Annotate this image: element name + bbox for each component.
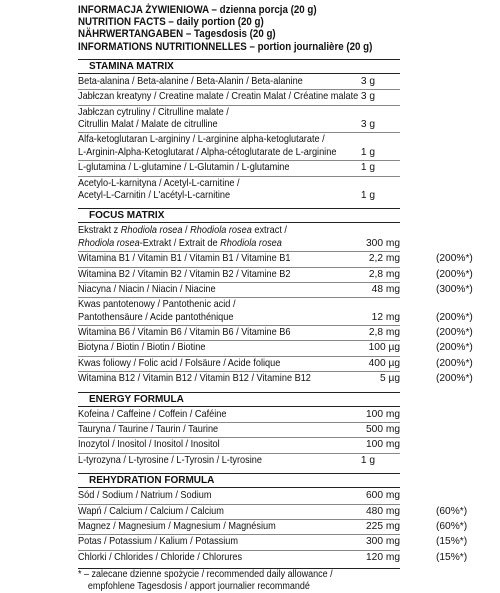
row-divider — [78, 534, 400, 535]
row-divider — [78, 371, 400, 372]
nutrient-name: Magnez / Magnesium / Magnesium / Magnésium — [78, 520, 276, 532]
nutrient-row — [78, 190, 400, 202]
stamina-rows — [78, 76, 400, 203]
nutrient-amount: 3 g — [360, 118, 375, 130]
nutrient-amount: 120 mg — [366, 551, 400, 563]
nutrient-name: Witamina B2 / Vitamin B2 / Vitamin B2 / Vitamine B2 — [78, 268, 291, 280]
nutrient-amount: 48 mg — [371, 283, 400, 295]
nutrition-label — [78, 4, 473, 593]
nutrient-amount: 400 µg — [368, 357, 400, 369]
nutrient-name: Beta-alanina / Beta-alanine / Beta-Alanin / Beta-alanine — [78, 75, 303, 87]
nutrient-amount: 1 g — [360, 189, 375, 201]
row-divider — [78, 340, 400, 341]
nutrient-row — [78, 342, 473, 354]
nutrient-row — [78, 178, 400, 190]
stamina-section — [78, 59, 400, 203]
nutrient-amount: 480 mg — [366, 505, 400, 517]
nutrient-row — [78, 134, 400, 146]
row-divider — [78, 160, 400, 161]
nutrient-name: Witamina B1 / Vitamin B1 / Vitamin B1 / Vitamine B1 — [78, 253, 291, 265]
nutrient-name: Acetylo-L-karnityna / Acetyl-L-carnitine / — [78, 177, 240, 189]
nutrient-name: Pantothensäure / Acide pantothénique — [78, 311, 234, 323]
nutrient-row — [78, 162, 400, 174]
nutrient-row — [78, 225, 400, 237]
nutrient-name: Kwas pantotenowy / Pantothenic acid / — [78, 299, 236, 311]
nutrient-amount: 2,8 mg — [368, 268, 400, 280]
nutrient-amount: 1 g — [360, 454, 375, 466]
nutrient-amount: 5 µg — [379, 373, 400, 385]
nutrient-daily-value: (200%*) — [436, 253, 473, 265]
footnote-line-2: empfohlene Tagesdosis / apport journalier recommandé — [87, 581, 310, 593]
nutrient-name: L-tyrozyna / L-tyrosine / L-Tyrosin / L-tyrosine — [78, 454, 262, 466]
nutrient-name: Alfa-ketoglutaran L-argininy / L-arginine alpha-ketoglutarate / — [78, 134, 325, 146]
nutrient-row — [78, 268, 473, 281]
nutrient-row — [78, 505, 468, 518]
row-divider — [78, 267, 400, 268]
nutrient-row — [78, 238, 400, 250]
header-line-de: NÄHRWERTANGABEN – Tagesdosis (20 g) — [78, 28, 276, 41]
nutrient-amount: 300 mg — [366, 536, 400, 548]
nutrient-name: Rhodiola rosea-Extrakt / Extrait de Rhodiola rosea — [78, 237, 282, 249]
row-divider — [78, 251, 400, 252]
row-divider — [78, 325, 400, 326]
nutrient-amount: 300 mg — [366, 237, 400, 249]
nutrient-row — [78, 520, 468, 533]
nutrient-row — [78, 76, 400, 88]
nutrient-name: Chlorki / Chlorides / Chloride / Chlorures — [78, 551, 243, 563]
nutrient-name: Witamina B6 / Vitamin B6 / Vitamin B6 / Vitamine B6 — [78, 327, 291, 339]
row-divider — [78, 356, 400, 357]
nutrient-name: L-Arginin-Alpha-Ketoglutarat / Alpha-cétoglutarate de L-arginine — [78, 146, 337, 158]
nutrient-row — [78, 119, 400, 131]
nutrient-row — [78, 107, 400, 119]
energy-title: ENERGY FORMULA — [78, 392, 400, 407]
nutrient-amount: 12 mg — [371, 311, 400, 323]
row-divider — [78, 132, 400, 133]
focus-section — [78, 208, 473, 385]
nutrient-daily-value: (60%*) — [436, 505, 468, 517]
nutrient-name: Jabłczan cytruliny / Citrulline malate / — [78, 106, 229, 118]
nutrient-name: L-glutamina / L-glutamine / L-Glutamin / L-glutamine — [78, 162, 290, 174]
nutrient-row — [78, 311, 473, 324]
nutrient-amount: 225 mg — [366, 520, 400, 532]
nutrient-amount: 2,8 mg — [368, 327, 400, 339]
row-divider — [78, 453, 400, 454]
nutrient-name: Biotyna / Biotin / Biotin / Biotine — [78, 342, 206, 354]
row-divider — [78, 504, 400, 505]
nutrient-name: Inozytol / Inositol / Inositol / Inositol — [78, 439, 220, 451]
header-line-fr: INFORMATIONS NUTRITIONNELLES – portion journalière (20 g) — [78, 40, 373, 53]
energy-rows — [78, 409, 400, 468]
focus-title: FOCUS MATRIX — [78, 208, 400, 223]
nutrient-name: Jabłczan kreatyny / Creatine malate / Creatin Malat / Créatine malate — [78, 91, 359, 103]
nutrient-name: Ekstrakt z Rhodiola rosea / Rhodiola rosea extract / — [78, 225, 287, 237]
nutrient-daily-value: (200%*) — [436, 268, 473, 280]
row-divider — [78, 89, 400, 90]
nutrient-name: Tauryna / Taurine / Taurin / Taurine — [78, 424, 219, 436]
hydration-section — [78, 473, 468, 564]
nutrient-row — [78, 299, 400, 311]
nutrient-daily-value: (200%*) — [436, 342, 473, 354]
nutrient-row — [78, 424, 400, 436]
nutrient-amount: 100 mg — [366, 408, 400, 420]
nutrient-name: Acetyl-L-Carnitin / L'acétyl-L-carnitine — [78, 189, 231, 201]
nutrient-daily-value: (15%*) — [436, 536, 468, 548]
nutrient-daily-value: (200%*) — [436, 327, 473, 339]
nutrient-row — [78, 409, 400, 421]
nutrient-amount: 3 g — [360, 91, 375, 103]
row-divider — [78, 422, 400, 423]
nutrient-row — [78, 373, 473, 385]
nutrient-amount: 2,2 mg — [368, 253, 400, 265]
nutrient-row — [78, 253, 473, 265]
nutrient-daily-value: (200%*) — [436, 311, 473, 323]
nutrient-amount: 100 mg — [366, 439, 400, 451]
nutrient-row — [78, 147, 400, 159]
nutrient-daily-value: (300%*) — [436, 283, 473, 295]
nutrient-amount: 600 mg — [366, 490, 400, 502]
header-line-pl: INFORMACJA ŻYWIENIOWA – dzienna porcja (20 g) — [78, 4, 317, 16]
nutrient-name: Witamina B12 / Vitamin B12 / Vitamin B12 / Vitamine B12 — [78, 373, 311, 385]
nutrient-row — [78, 357, 473, 370]
nutrient-row — [78, 439, 400, 451]
label-header — [78, 4, 400, 53]
nutrient-daily-value: (200%*) — [436, 357, 473, 369]
stamina-title: STAMINA MATRIX — [78, 59, 400, 74]
nutrient-daily-value: (200%*) — [436, 373, 473, 385]
nutrient-name: Sód / Sodium / Natrium / Sodium — [78, 490, 212, 502]
row-divider — [78, 519, 400, 520]
nutrient-name: Wapń / Calcium / Calcium / Calcium — [78, 505, 224, 517]
nutrient-row — [78, 327, 473, 339]
nutrient-amount: 1 g — [360, 162, 375, 174]
nutrient-name: Niacyna / Niacin / Niacin / Niacine — [78, 283, 216, 295]
row-divider — [78, 282, 400, 283]
nutrient-row — [78, 551, 468, 564]
nutrient-amount: 100 µg — [368, 342, 400, 354]
row-divider — [78, 105, 400, 106]
footnote-line-1: * – zalecane dzienne spożycie / recommended daily allowance / — [78, 569, 333, 581]
hydration-rows — [78, 490, 468, 564]
row-divider — [78, 297, 400, 298]
nutrient-daily-value: (60%*) — [436, 520, 468, 532]
nutrient-row — [78, 536, 468, 548]
nutrient-name: Citrullin Malat / Malate de citrulline — [78, 118, 218, 130]
nutrient-daily-value: (15%*) — [436, 551, 468, 563]
row-divider — [78, 550, 400, 551]
hydration-title: REHYDRATION FORMULA — [78, 473, 400, 488]
nutrient-amount: 500 mg — [366, 424, 400, 436]
nutrient-row — [78, 455, 400, 467]
nutrient-amount: 1 g — [360, 146, 375, 158]
nutrient-amount: 3 g — [360, 75, 375, 87]
nutrient-name: Potas / Potassium / Kalium / Potassium — [78, 536, 239, 548]
row-divider — [78, 176, 400, 177]
focus-rows — [78, 225, 473, 385]
row-divider — [78, 437, 400, 438]
header-line-en: NUTRITION FACTS – daily portion (20 g) — [78, 16, 264, 29]
nutrient-name: Kwas foliowy / Folic acid / Folsäure / Acide folique — [78, 357, 281, 369]
nutrient-row — [78, 283, 473, 296]
nutrient-name: Kofeina / Caffeine / Coffein / Caféine — [78, 408, 227, 420]
nutrient-row — [78, 490, 400, 502]
energy-section — [78, 392, 400, 468]
nutrient-row — [78, 91, 400, 103]
